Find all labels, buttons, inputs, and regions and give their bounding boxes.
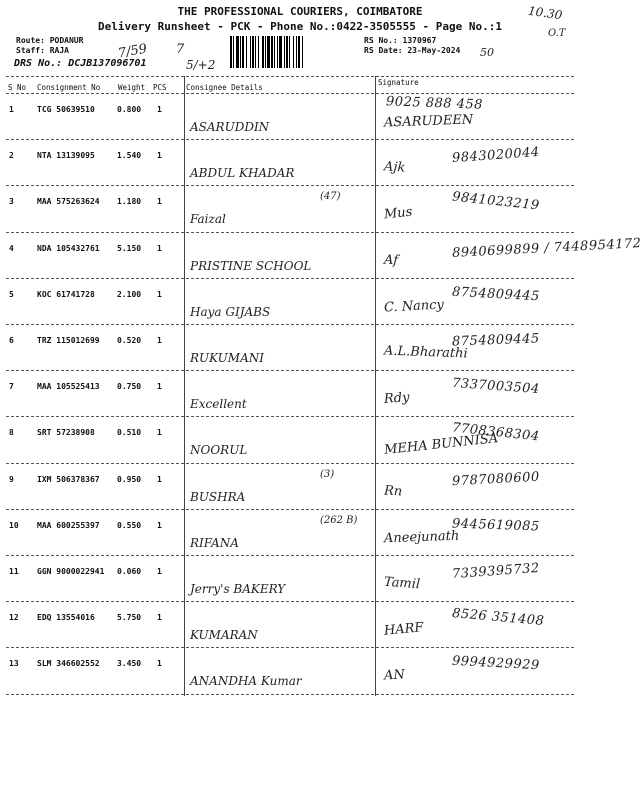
row-note: (47): [320, 191, 341, 203]
row-phone: 9843020044: [451, 145, 541, 167]
row-weight: 1.180: [117, 197, 142, 207]
barcode-bar: [246, 36, 247, 68]
fifty-annotation: 50: [480, 46, 494, 59]
row-sno: 5: [9, 289, 14, 299]
row-consignee: Excellent: [190, 397, 247, 412]
row-rule: [6, 324, 574, 325]
row-weight: 5.750: [117, 613, 142, 623]
company-title: THE PROFESSIONAL COURIERS, COIMBATORE: [177, 5, 423, 18]
row-consignee: Jerry's BAKERY: [190, 582, 286, 596]
row-phone: 9994929929: [451, 654, 541, 674]
row-sno: 3: [9, 197, 14, 207]
row-pcs: 1: [157, 289, 162, 299]
row-consignment-no: MAA 575263624: [37, 197, 100, 207]
header-top-rule: [6, 76, 574, 77]
row-phone: 8754809445: [451, 331, 540, 350]
row-weight: 3.450: [117, 659, 142, 669]
barcode-bar: [302, 36, 303, 68]
row-signature: Mus: [383, 204, 414, 223]
row-pcs: 1: [157, 520, 162, 530]
row-rule: [6, 601, 574, 602]
row-weight: 0.510: [117, 428, 142, 438]
row-signature: ASARUDEEN: [383, 112, 474, 131]
row-pcs: 1: [157, 197, 162, 207]
barcode-bar: [252, 36, 254, 68]
row-rule: [6, 232, 574, 233]
row-weight: 5.150: [117, 243, 142, 253]
barcode-bar: [242, 36, 244, 68]
row-pcs: 1: [157, 474, 162, 484]
row-consignment-no: TCG 50639510: [37, 105, 95, 114]
row-rule: [6, 370, 574, 371]
route-line: [16, 36, 83, 45]
barcode-bar: [284, 36, 285, 68]
row-consignee: RIFANA: [190, 535, 239, 550]
barcode-bar: [240, 36, 241, 68]
route-value: PODANUR: [49, 36, 84, 45]
row-phone: 9445619085: [451, 516, 540, 535]
col-header-sno: S No: [8, 83, 27, 92]
barcode-bar: [274, 36, 275, 68]
time-annotation: 10.30: [527, 3, 564, 23]
drs-value: DCJB137096701: [68, 58, 147, 69]
barcode-bar: [230, 36, 232, 68]
row-sno: 1: [9, 105, 14, 114]
row-pcs: 1: [157, 567, 162, 576]
row-rule: [6, 463, 574, 464]
row-weight: 0.950: [117, 474, 142, 484]
barcode-bar: [296, 36, 297, 68]
row-weight: 2.100: [117, 289, 142, 299]
row-consignment-no: NDA 105432761: [37, 243, 100, 253]
drs-label: DRS No.:: [14, 58, 63, 69]
count-annotation-c: 5/+2: [186, 58, 216, 72]
staff-line: [16, 46, 69, 55]
row-rule: [6, 278, 574, 279]
row-sno: 6: [9, 336, 14, 345]
row-note: (3): [320, 468, 335, 480]
row-consignee: KUMARAN: [190, 628, 258, 643]
barcode-bar: [279, 36, 282, 68]
row-signature: AN: [383, 667, 406, 684]
row-signature: Af: [383, 252, 399, 268]
row-sno: 11: [9, 567, 19, 576]
row-phone: 8940699899 / 7448954172: [451, 235, 642, 261]
row-sno: 13: [9, 659, 19, 669]
row-rule: [6, 139, 574, 140]
consignee-col-line: [184, 76, 185, 696]
row-phone: 9841023219: [451, 189, 541, 214]
row-signature: MEHA BUNNISA: [383, 431, 499, 459]
row-signature: Ajk: [383, 159, 406, 176]
row-signature: HARF: [383, 620, 425, 639]
row-weight: 0.800: [117, 105, 142, 114]
rs-date-label: RS Date:: [364, 46, 403, 55]
row-weight: 0.550: [117, 520, 142, 530]
row-sno: 2: [9, 151, 14, 161]
row-consignee: PRISTINE SCHOOL: [190, 258, 312, 273]
row-pcs: 1: [157, 382, 162, 392]
row-consignee: Faizal: [190, 212, 226, 227]
row-consignment-no: MAA 105525413: [37, 382, 100, 392]
staff-value: RAJA: [49, 46, 69, 55]
barcode-bar: [236, 36, 239, 68]
row-consignment-no: KOC 61741728: [37, 289, 95, 299]
barcode-bar: [265, 36, 266, 68]
row-signature: Rdy: [383, 390, 410, 408]
barcode-bar: [286, 36, 288, 68]
row-consignment-no: EDQ 13554016: [37, 613, 95, 623]
header-bottom-rule: [6, 93, 574, 94]
rs-no-label: RS No.:: [364, 36, 398, 45]
col-header-signature: Signature: [378, 78, 419, 87]
row-consignee: BUSHRA: [190, 489, 246, 504]
runsheet-heading: Delivery Runsheet - PCK - Phone No.:0422-3505555 - Page No.:1: [98, 20, 502, 33]
row-note: (262 B): [320, 514, 358, 526]
row-sno: 4: [9, 243, 14, 253]
barcode-bar: [250, 36, 251, 68]
col-header-pcs: PCS: [153, 83, 167, 92]
staff-label: Staff:: [16, 46, 45, 55]
count-annotation-b: 7: [176, 42, 185, 57]
row-weight: 0.750: [117, 382, 142, 392]
row-pcs: 1: [157, 336, 162, 345]
row-signature: Tamil: [383, 574, 421, 593]
row-sno: 8: [9, 428, 14, 438]
row-pcs: 1: [157, 151, 162, 161]
row-consignment-no: GGN 9000022941: [37, 567, 105, 576]
rs-no-line: [364, 36, 436, 45]
row-consignment-no: MAA 600255397: [37, 520, 100, 530]
row-pcs: 1: [157, 659, 162, 669]
row-consignee: ANANDHA Kumar: [190, 674, 302, 689]
ot-annotation: O.T: [548, 28, 566, 39]
row-consignment-no: IXM 506378367: [37, 474, 100, 484]
row-rule: [6, 185, 574, 186]
row-phone: 9025 888 458: [385, 94, 484, 113]
rs-date-line: [364, 46, 460, 55]
barcode-bar: [277, 36, 278, 68]
row-weight: 1.540: [117, 151, 142, 161]
row-phone: 8754809445: [451, 284, 541, 305]
row-rule: [6, 647, 574, 648]
barcode-bar: [267, 36, 270, 68]
row-signature: Rn: [383, 483, 403, 500]
barcode-bar: [271, 36, 273, 68]
row-consignee: RUKUMANI: [190, 351, 264, 365]
row-pcs: 1: [157, 613, 162, 623]
row-consignee: ABDUL KHADAR: [190, 166, 295, 181]
barcode-bar: [293, 36, 294, 68]
barcode-bar: [262, 36, 264, 68]
row-pcs: 1: [157, 428, 162, 438]
row-consignee: NOORUL: [190, 443, 248, 458]
row-sno: 7: [9, 382, 14, 392]
barcode-bar: [258, 36, 259, 68]
row-sno: 9: [9, 474, 14, 484]
row-consignment-no: NTA 13139095: [37, 151, 95, 161]
row-pcs: 1: [157, 243, 162, 253]
row-rule: [6, 509, 574, 510]
row-phone: 9787080600: [451, 469, 541, 489]
col-header-weight: Weight: [118, 83, 146, 92]
row-phone: 7708368304: [451, 420, 541, 445]
count-annotation-a: 7/59: [116, 41, 149, 62]
row-phone: 7339395732: [451, 560, 541, 583]
row-signature: C. Nancy: [383, 297, 445, 316]
row-consignment-no: SRT 57238908: [37, 428, 95, 438]
row-rule: [6, 694, 574, 695]
barcode-bar: [289, 36, 290, 68]
row-rule: [6, 416, 574, 417]
row-consignee: Haya GIJABS: [190, 304, 271, 319]
row-weight: 0.520: [117, 336, 142, 345]
rs-no-value: 1370967: [402, 36, 437, 45]
row-signature: Aneejunath: [383, 528, 460, 547]
row-sno: 12: [9, 613, 19, 623]
barcode-bar: [255, 36, 256, 68]
row-consignment-no: SLM 346602552: [37, 659, 100, 669]
row-signature: A.L.Bharathi: [383, 343, 468, 362]
row-rule: [6, 555, 574, 556]
row-pcs: 1: [157, 105, 162, 114]
barcode: [228, 36, 356, 70]
row-consignment-no: TRZ 115012699: [37, 336, 100, 345]
signature-col-line: [375, 76, 376, 696]
barcode-bar: [233, 36, 234, 68]
row-phone: 8526 351408: [451, 606, 545, 630]
row-sno: 10: [9, 520, 19, 530]
col-header-consignment: Consignment No: [37, 83, 101, 92]
row-phone: 7337003504: [451, 376, 541, 398]
row-consignee: ASARUDDIN: [190, 120, 270, 134]
row-weight: 0.060: [117, 567, 142, 576]
col-header-consignee: Consignee Details: [186, 83, 263, 92]
rs-date-value: 23-May-2024: [407, 46, 461, 55]
barcode-bar: [298, 36, 300, 68]
route-label: Route:: [16, 36, 45, 45]
